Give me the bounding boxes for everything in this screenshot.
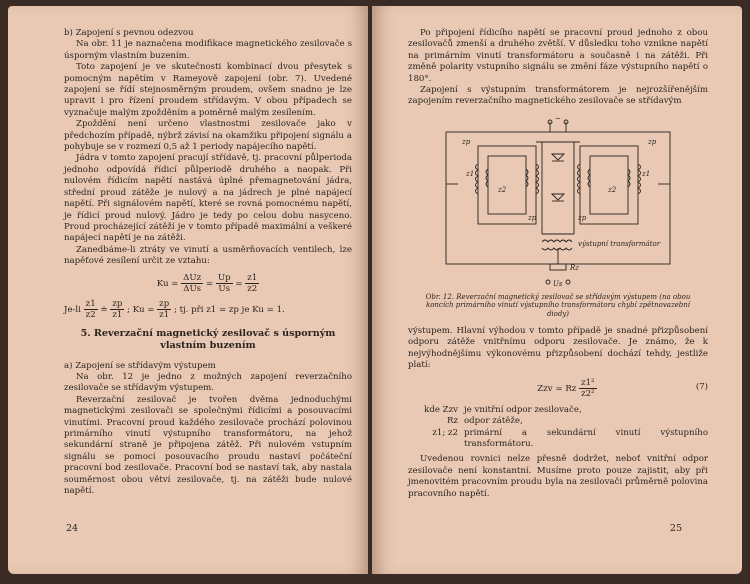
zp-left-label: zp [462, 137, 471, 146]
zp-inner-right-label: zp [578, 213, 587, 222]
right-text-column [408, 28, 708, 500]
paragraph: výstupem. Hlavní výhodou v tomto případě je snadné přizpůsobení odporu zátěže vnitřnímu odporu zesilovače. Je známo, že k nejvýhodnějšímu výkonovému přizpůsobení dochází tehdy, jestliže platí: [408, 326, 708, 371]
paragraph: Zpoždění není určeno vlastnostmi zesilovače jako v předchozím případě, nýbrž závisí na okamžiku připojení signálu a pohybuje se v rozmezí 0,5 až 1 periody napájecího napětí. [64, 119, 352, 153]
circuit-diagram [438, 114, 678, 289]
z1-left-label: z1 [466, 169, 475, 178]
z2-right-label: z2 [608, 185, 617, 194]
equation-condition: Je-li $\frac{z1}{z2}$ ≐ $\frac{zp}{z1}$ ; Ku = $\frac{zp}{z1}$ ; tj. při z1 = zp je Ku = 1. [64, 298, 285, 320]
section-heading: 5. Reverzační magnetický zesilovač s úsporným vlastním buzením [80, 327, 336, 352]
equation-matching: Zzv = Rz $\frac{\text{z1²}}{\text{z2²}}$ (7) [537, 377, 708, 399]
paragraph: Na obr. 12 je jedno z možných zapojení reverzačního zesilovače se střídavým výstupem. [64, 371, 352, 394]
subsection-b-title: b) Zapojení s pevnou odezvou [64, 28, 194, 38]
definition-row: kde Zzv je vnitřní odpor zesilovače, [424, 404, 582, 415]
paragraph: Po připojení řídicího napětí se pracovní proud jednoho z obou zesilovačů zmenší a druhého zvětší. V důsledku toho vznikne napětí na primárním vinutí transformátoru a současně i na zátěži. Při změně polarity vstupního signálu se změní fáze výstupního napětí o 180°. [408, 28, 708, 84]
paragraph: Uvedenou rovnici nelze přesně dodržet, neboť vnitřní odpor zesilovače není konstantní. Musíme proto pouze zajistit, aby při jmenovitém pracovním proudu byla na zesilovači průměrně polovina pracovního napětí. [408, 454, 708, 499]
zp-right-label: zp [648, 137, 657, 146]
z1-right-label: z1 [642, 169, 651, 178]
paragraph: Jádra v tomto zapojení pracují střídavě, tj. pracovní půlperioda jednoho odpovídá řídicí půlperiodě druhého a naopak. Při nulovém řídicím napětí nastává úplné přemagnetování jádra, střední proud zátěže je nulový a na jádrech je plné napájecí napětí. Při signálovém napětí, které se rovná pomocnému napětí, je řídicí proud nulový. Jádro je tedy po celou dobu nasyceno. Proud procházející zátěží je v tomto případě maximální a veškeré napájecí napětí je na zátěži. [64, 153, 352, 244]
transformer-label: výstupní transformátor [578, 239, 661, 248]
subsection-a-title: a) Zapojení se střídavým výstupem [64, 360, 216, 371]
zp-inner-left-label: zp [528, 213, 537, 222]
figure-caption: Obr. 12. Reverzační magnetický zesilovač se střídavým výstupem (na obou koncích primárního vinutí výstupního transformátoru chybí zpětnovazební diody) [425, 292, 691, 318]
input-label: Us [553, 279, 563, 288]
paragraph: Toto zapojení je ve skutečnosti kombinací dvou přesytek s pomocným napětím v Rameyově zapojení (obr. 7). Uvedené zapojení se řídí stejnosměrným proudem, ovšem snadno je lze upravit i pro řízení proudem střídavým. V obou případech se vyznačuje malým zpožděním a poměrně malým zesílením. [64, 62, 352, 118]
equation-number: (7) [695, 382, 708, 393]
page-number-left: 24 [66, 523, 79, 534]
definition-list [408, 405, 708, 451]
supply-label: ~ [555, 114, 561, 123]
load-label: Rz [570, 263, 579, 272]
definition-row: Rz odpor zátěže, [447, 416, 523, 427]
page-number-right: 25 [669, 523, 682, 534]
z2-left-label: z2 [498, 185, 507, 194]
right-page [372, 6, 742, 574]
paragraph: Zanedbáme-li ztráty ve vinutí a usměrňovacích ventilech, lze napěťové zesílení určit ze vztahu: [64, 244, 352, 267]
paragraph: Reverzační zesilovač je tvořen dvěma jednoduchými magnetickými zesilovači se společnými řídicími a posouvacími vinutími. Pracovní proud každého zesilovače prochází polovinou primárního vinutí výstupního transformátoru, na jehož sekundární straně je připojena zátěž. Při nulovém vstupním signálu se pomocí posouvacího proudu nastaví počáteční pracovní bod zesilovače. Pracovní bod se nastaví tak, aby nastala souměrnost obou větví zesilovače, tj. na zátěži bude nulové napětí. [64, 394, 352, 496]
circuit-diagram-svg [438, 114, 678, 289]
paragraph: Na obr. 11 je naznačena modifikace magnetického zesilovače s úsporným vlastním buzením. [64, 39, 352, 61]
left-text-column [64, 28, 352, 497]
definition-row: z1; z2 primární a sekundární vinutí výstupního transformátoru. [432, 427, 708, 449]
paragraph: Zapojení s výstupním transformátorem je nejrozšířenějším zapojením reverzačního magnetického zesilovače se střídavým [408, 85, 708, 107]
equation-gain: Ku = $\frac{\text{ΔUz}}{\text{ΔUs}}$ = $\frac{Up}{Us}$ = $\frac{z1}{z2}$ [156, 272, 258, 294]
left-page [8, 6, 368, 574]
